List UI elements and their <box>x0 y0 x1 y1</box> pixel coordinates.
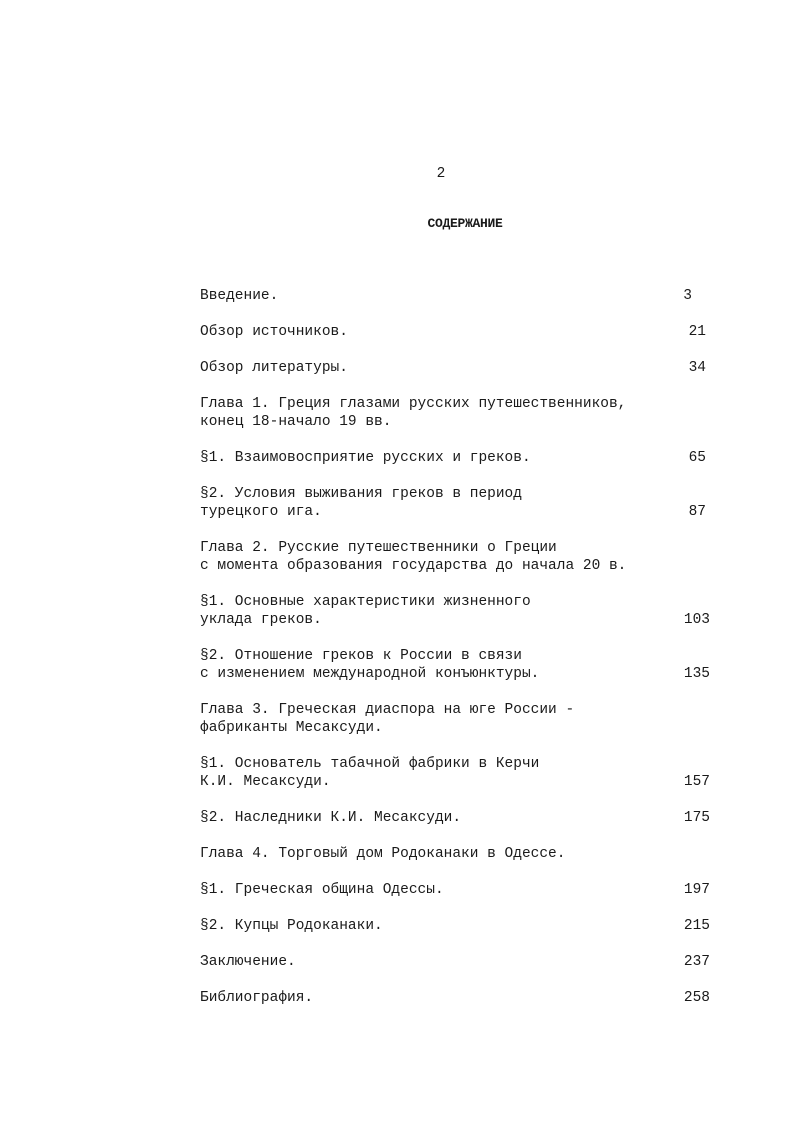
toc-entry-text: Глава 2. Русские путешественники о Греции с момента образования государства до начала 20 в. <box>200 540 627 574</box>
toc-entry <box>200 845 712 863</box>
toc-entry-text: Глава 1. Греция глазами русских путешественников, конец 18-начало 19 вв. <box>200 396 627 430</box>
toc-entry-page: 175 <box>683 810 710 826</box>
toc-entry-page: 21 <box>688 324 706 340</box>
toc-entry-text: Глава 4. Торговый дом Родоканаки в Одессе. <box>200 846 566 862</box>
toc-entry-page: 87 <box>688 504 706 520</box>
toc-entry-text: §1. Основатель табачной фабрики в Керчи К.И. Месаксуди. <box>200 756 540 790</box>
toc-entry-page: 34 <box>688 360 706 376</box>
toc-entry <box>200 593 712 629</box>
toc-entry-page: 215 <box>683 918 710 934</box>
toc-entry-text: §1. Греческая община Одессы. <box>200 882 444 898</box>
toc-entry-text: Библиография. <box>200 990 314 1006</box>
toc-entry-text: Обзор источников. <box>200 324 348 340</box>
toc-entry-text: §2. Условия выживания греков в период турецкого ига. <box>200 486 522 520</box>
toc-entry <box>200 539 712 575</box>
toc-entry <box>200 359 712 377</box>
toc-entry-page: 237 <box>683 954 710 970</box>
table-of-contents <box>200 287 712 1025</box>
toc-entry-page: 65 <box>688 450 706 466</box>
toc-entry <box>200 989 712 1007</box>
toc-entry <box>200 953 712 971</box>
toc-entry <box>200 395 712 431</box>
toc-entry <box>200 287 712 305</box>
toc-entry-text: §2. Отношение греков к России в связи с изменением международной конъюнктуры. <box>200 648 540 682</box>
toc-entry <box>200 701 712 737</box>
toc-entry-page: 3 <box>683 288 692 304</box>
toc-entry-text: §1. Взаимовосприятие русских и греков. <box>200 450 531 466</box>
toc-entry <box>200 881 712 899</box>
toc-title: СОДЕРЖАНИЕ <box>427 216 503 231</box>
toc-entry-text: Глава 3. Греческая диаспора на юге России - фабриканты Месаксуди. <box>200 702 575 736</box>
toc-entry <box>200 917 712 935</box>
toc-entry-page: 135 <box>683 666 710 682</box>
toc-entry-text: §2. Наследники К.И. Месаксуди. <box>200 810 462 826</box>
toc-entry-page: 103 <box>683 612 710 628</box>
toc-entry-page: 258 <box>683 990 710 1006</box>
toc-entry-page: 197 <box>683 882 710 898</box>
toc-entry <box>200 647 712 683</box>
toc-entry <box>200 755 712 791</box>
toc-entry-text: §1. Основные характеристики жизненного уклада греков. <box>200 594 531 628</box>
toc-entry-text: §2. Купцы Родоканаки. <box>200 918 383 934</box>
toc-entry <box>200 809 712 827</box>
toc-entry-text: Введение. <box>200 288 279 304</box>
toc-entry <box>200 449 712 467</box>
page-number: 2 <box>436 166 446 182</box>
toc-entry-text: Заключение. <box>200 954 296 970</box>
toc-entry-text: Обзор литературы. <box>200 360 348 376</box>
toc-entry <box>200 323 712 341</box>
toc-entry <box>200 485 712 521</box>
toc-entry-page: 157 <box>683 774 710 790</box>
